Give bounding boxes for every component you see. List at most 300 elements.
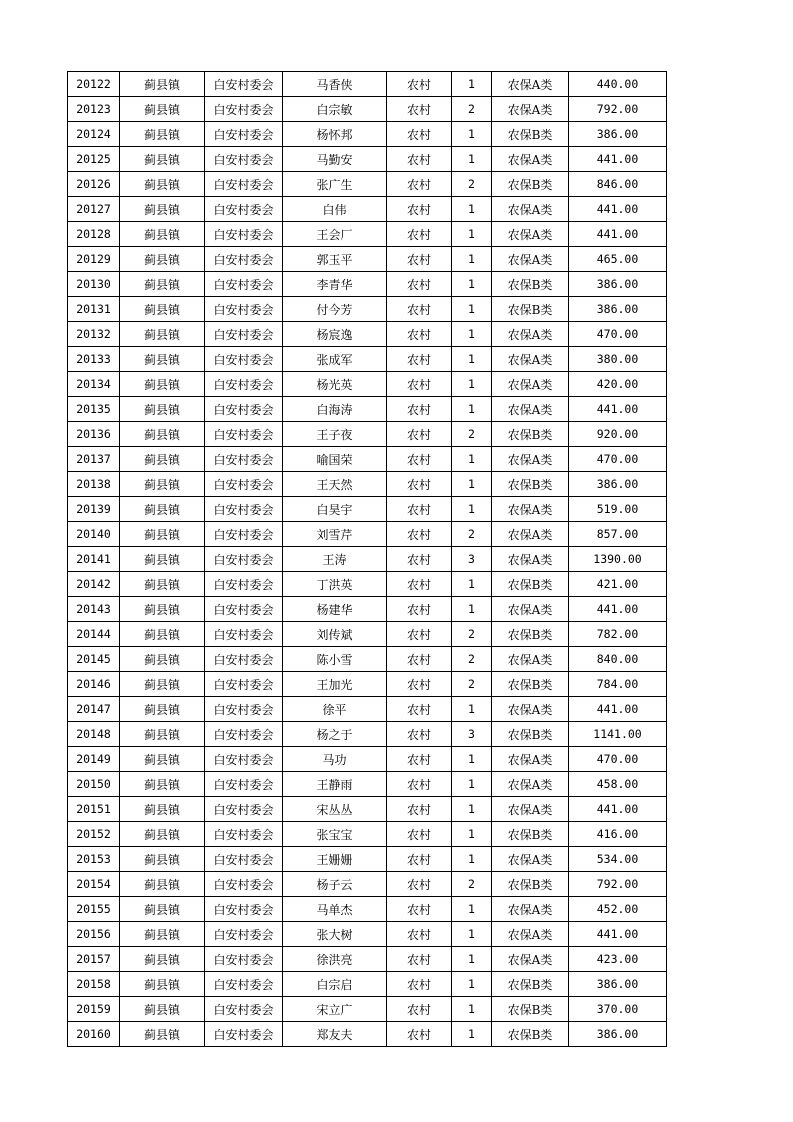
table-row [68, 797, 667, 822]
household-size-cell: 1 [452, 497, 492, 522]
town-cell: 蓟县镇 [120, 222, 205, 247]
insurance-category-cell: 农保A类 [492, 647, 569, 672]
household-size-cell: 1 [452, 472, 492, 497]
village-committee-cell: 白安村委会 [205, 247, 283, 272]
table-row [68, 722, 667, 747]
insurance-category-cell: 农保B类 [492, 672, 569, 697]
village-committee-cell: 白安村委会 [205, 447, 283, 472]
area-type-cell: 农村 [387, 222, 452, 247]
name-cell: 张广生 [283, 172, 387, 197]
name-cell: 张成军 [283, 347, 387, 372]
record-id-cell: 20138 [68, 472, 120, 497]
village-committee-cell: 白安村委会 [205, 572, 283, 597]
town-cell: 蓟县镇 [120, 847, 205, 872]
amount-cell: 846.00 [569, 172, 667, 197]
insurance-category-cell: 农保A类 [492, 597, 569, 622]
amount-cell: 386.00 [569, 272, 667, 297]
amount-cell: 386.00 [569, 122, 667, 147]
amount-cell: 784.00 [569, 672, 667, 697]
table-row [68, 347, 667, 372]
table-row [68, 972, 667, 997]
household-size-cell: 1 [452, 922, 492, 947]
amount-cell: 840.00 [569, 647, 667, 672]
area-type-cell: 农村 [387, 472, 452, 497]
area-type-cell: 农村 [387, 622, 452, 647]
village-committee-cell: 白安村委会 [205, 622, 283, 647]
household-size-cell: 1 [452, 197, 492, 222]
area-type-cell: 农村 [387, 372, 452, 397]
record-id-cell: 20150 [68, 772, 120, 797]
name-cell: 杨怀邦 [283, 122, 387, 147]
table-row [68, 772, 667, 797]
household-size-cell: 1 [452, 397, 492, 422]
name-cell: 杨宸逸 [283, 322, 387, 347]
name-cell: 白宗启 [283, 972, 387, 997]
town-cell: 蓟县镇 [120, 247, 205, 272]
area-type-cell: 农村 [387, 647, 452, 672]
record-id-cell: 20128 [68, 222, 120, 247]
record-id-cell: 20151 [68, 797, 120, 822]
table-row [68, 372, 667, 397]
name-cell: 宋丛丛 [283, 797, 387, 822]
amount-cell: 534.00 [569, 847, 667, 872]
town-cell: 蓟县镇 [120, 422, 205, 447]
village-committee-cell: 白安村委会 [205, 397, 283, 422]
record-id-cell: 20154 [68, 872, 120, 897]
household-size-cell: 2 [452, 872, 492, 897]
name-cell: 王子夜 [283, 422, 387, 447]
town-cell: 蓟县镇 [120, 72, 205, 97]
household-size-cell: 1 [452, 122, 492, 147]
town-cell: 蓟县镇 [120, 147, 205, 172]
village-committee-cell: 白安村委会 [205, 547, 283, 572]
record-id-cell: 20127 [68, 197, 120, 222]
household-size-cell: 2 [452, 97, 492, 122]
household-size-cell: 1 [452, 72, 492, 97]
record-id-cell: 20148 [68, 722, 120, 747]
table-row [68, 447, 667, 472]
area-type-cell: 农村 [387, 722, 452, 747]
village-committee-cell: 白安村委会 [205, 522, 283, 547]
insurance-category-cell: 农保B类 [492, 572, 569, 597]
household-size-cell: 1 [452, 947, 492, 972]
area-type-cell: 农村 [387, 147, 452, 172]
amount-cell: 519.00 [569, 497, 667, 522]
name-cell: 王天然 [283, 472, 387, 497]
record-id-cell: 20153 [68, 847, 120, 872]
household-size-cell: 1 [452, 322, 492, 347]
amount-cell: 857.00 [569, 522, 667, 547]
record-id-cell: 20146 [68, 672, 120, 697]
name-cell: 王涛 [283, 547, 387, 572]
table-row [68, 547, 667, 572]
amount-cell: 440.00 [569, 72, 667, 97]
record-id-cell: 20123 [68, 97, 120, 122]
village-committee-cell: 白安村委会 [205, 297, 283, 322]
village-committee-cell: 白安村委会 [205, 422, 283, 447]
village-committee-cell: 白安村委会 [205, 147, 283, 172]
table-row [68, 697, 667, 722]
record-id-cell: 20133 [68, 347, 120, 372]
insurance-category-cell: 农保A类 [492, 247, 569, 272]
village-committee-cell: 白安村委会 [205, 322, 283, 347]
village-committee-cell: 白安村委会 [205, 772, 283, 797]
insurance-category-cell: 农保A类 [492, 347, 569, 372]
amount-cell: 470.00 [569, 322, 667, 347]
area-type-cell: 农村 [387, 772, 452, 797]
village-committee-cell: 白安村委会 [205, 822, 283, 847]
amount-cell: 1141.00 [569, 722, 667, 747]
household-size-cell: 1 [452, 847, 492, 872]
record-id-cell: 20147 [68, 697, 120, 722]
name-cell: 徐平 [283, 697, 387, 722]
name-cell: 郭玉平 [283, 247, 387, 272]
household-size-cell: 2 [452, 172, 492, 197]
table-row [68, 872, 667, 897]
insurance-category-cell: 农保A类 [492, 72, 569, 97]
village-committee-cell: 白安村委会 [205, 697, 283, 722]
insurance-category-cell: 农保B类 [492, 172, 569, 197]
household-size-cell: 1 [452, 1022, 492, 1047]
area-type-cell: 农村 [387, 72, 452, 97]
name-cell: 丁洪英 [283, 572, 387, 597]
village-committee-cell: 白安村委会 [205, 722, 283, 747]
village-committee-cell: 白安村委会 [205, 1022, 283, 1047]
household-size-cell: 2 [452, 672, 492, 697]
village-committee-cell: 白安村委会 [205, 897, 283, 922]
area-type-cell: 农村 [387, 297, 452, 322]
town-cell: 蓟县镇 [120, 497, 205, 522]
amount-cell: 370.00 [569, 997, 667, 1022]
amount-cell: 452.00 [569, 897, 667, 922]
record-id-cell: 20136 [68, 422, 120, 447]
record-id-cell: 20124 [68, 122, 120, 147]
insurance-category-cell: 农保B类 [492, 122, 569, 147]
name-cell: 白伟 [283, 197, 387, 222]
household-size-cell: 1 [452, 697, 492, 722]
village-committee-cell: 白安村委会 [205, 972, 283, 997]
area-type-cell: 农村 [387, 422, 452, 447]
village-committee-cell: 白安村委会 [205, 472, 283, 497]
village-committee-cell: 白安村委会 [205, 997, 283, 1022]
amount-cell: 380.00 [569, 347, 667, 372]
records-table [67, 71, 667, 1047]
table-row [68, 422, 667, 447]
village-committee-cell: 白安村委会 [205, 797, 283, 822]
insurance-category-cell: 农保B类 [492, 1022, 569, 1047]
table-row [68, 622, 667, 647]
household-size-cell: 1 [452, 897, 492, 922]
amount-cell: 792.00 [569, 872, 667, 897]
town-cell: 蓟县镇 [120, 472, 205, 497]
insurance-category-cell: 农保A类 [492, 147, 569, 172]
household-size-cell: 3 [452, 722, 492, 747]
village-committee-cell: 白安村委会 [205, 122, 283, 147]
insurance-category-cell: 农保B类 [492, 297, 569, 322]
amount-cell: 386.00 [569, 1022, 667, 1047]
table-row [68, 497, 667, 522]
record-id-cell: 20139 [68, 497, 120, 522]
town-cell: 蓟县镇 [120, 972, 205, 997]
household-size-cell: 1 [452, 222, 492, 247]
amount-cell: 441.00 [569, 147, 667, 172]
town-cell: 蓟县镇 [120, 797, 205, 822]
amount-cell: 386.00 [569, 972, 667, 997]
area-type-cell: 农村 [387, 397, 452, 422]
household-size-cell: 1 [452, 372, 492, 397]
town-cell: 蓟县镇 [120, 622, 205, 647]
household-size-cell: 1 [452, 972, 492, 997]
insurance-category-cell: 农保B类 [492, 272, 569, 297]
area-type-cell: 农村 [387, 497, 452, 522]
area-type-cell: 农村 [387, 922, 452, 947]
name-cell: 杨建华 [283, 597, 387, 622]
town-cell: 蓟县镇 [120, 822, 205, 847]
amount-cell: 420.00 [569, 372, 667, 397]
amount-cell: 423.00 [569, 947, 667, 972]
table-row [68, 897, 667, 922]
record-id-cell: 20144 [68, 622, 120, 647]
amount-cell: 782.00 [569, 622, 667, 647]
insurance-category-cell: 农保A类 [492, 772, 569, 797]
name-cell: 陈小雪 [283, 647, 387, 672]
area-type-cell: 农村 [387, 897, 452, 922]
name-cell: 杨之于 [283, 722, 387, 747]
insurance-category-cell: 农保B类 [492, 997, 569, 1022]
town-cell: 蓟县镇 [120, 772, 205, 797]
insurance-category-cell: 农保A类 [492, 397, 569, 422]
area-type-cell: 农村 [387, 572, 452, 597]
village-committee-cell: 白安村委会 [205, 222, 283, 247]
record-id-cell: 20152 [68, 822, 120, 847]
name-cell: 王姗姗 [283, 847, 387, 872]
record-id-cell: 20159 [68, 997, 120, 1022]
town-cell: 蓟县镇 [120, 872, 205, 897]
record-id-cell: 20132 [68, 322, 120, 347]
name-cell: 白昊宇 [283, 497, 387, 522]
record-id-cell: 20158 [68, 972, 120, 997]
table-row [68, 747, 667, 772]
insurance-category-cell: 农保B类 [492, 872, 569, 897]
village-committee-cell: 白安村委会 [205, 72, 283, 97]
area-type-cell: 农村 [387, 447, 452, 472]
town-cell: 蓟县镇 [120, 647, 205, 672]
table-row [68, 397, 667, 422]
table-row [68, 947, 667, 972]
record-id-cell: 20145 [68, 647, 120, 672]
table-row [68, 672, 667, 697]
records-table-body [68, 72, 667, 1047]
village-committee-cell: 白安村委会 [205, 97, 283, 122]
household-size-cell: 1 [452, 297, 492, 322]
household-size-cell: 1 [452, 447, 492, 472]
record-id-cell: 20134 [68, 372, 120, 397]
village-committee-cell: 白安村委会 [205, 272, 283, 297]
town-cell: 蓟县镇 [120, 97, 205, 122]
table-row [68, 222, 667, 247]
household-size-cell: 1 [452, 747, 492, 772]
town-cell: 蓟县镇 [120, 347, 205, 372]
insurance-category-cell: 农保A类 [492, 447, 569, 472]
town-cell: 蓟县镇 [120, 322, 205, 347]
name-cell: 马单杰 [283, 897, 387, 922]
area-type-cell: 农村 [387, 522, 452, 547]
insurance-category-cell: 农保A类 [492, 547, 569, 572]
area-type-cell: 农村 [387, 347, 452, 372]
insurance-category-cell: 农保B类 [492, 972, 569, 997]
town-cell: 蓟县镇 [120, 947, 205, 972]
village-committee-cell: 白安村委会 [205, 647, 283, 672]
record-id-cell: 20157 [68, 947, 120, 972]
table-row [68, 72, 667, 97]
village-committee-cell: 白安村委会 [205, 872, 283, 897]
town-cell: 蓟县镇 [120, 572, 205, 597]
table-row [68, 597, 667, 622]
record-id-cell: 20130 [68, 272, 120, 297]
table-row [68, 197, 667, 222]
name-cell: 张宝宝 [283, 822, 387, 847]
town-cell: 蓟县镇 [120, 272, 205, 297]
name-cell: 王静雨 [283, 772, 387, 797]
amount-cell: 386.00 [569, 297, 667, 322]
area-type-cell: 农村 [387, 672, 452, 697]
amount-cell: 416.00 [569, 822, 667, 847]
amount-cell: 441.00 [569, 222, 667, 247]
town-cell: 蓟县镇 [120, 747, 205, 772]
household-size-cell: 1 [452, 247, 492, 272]
name-cell: 郑友夫 [283, 1022, 387, 1047]
village-committee-cell: 白安村委会 [205, 347, 283, 372]
area-type-cell: 农村 [387, 547, 452, 572]
record-id-cell: 20142 [68, 572, 120, 597]
record-id-cell: 20131 [68, 297, 120, 322]
area-type-cell: 农村 [387, 747, 452, 772]
household-size-cell: 1 [452, 797, 492, 822]
area-type-cell: 农村 [387, 197, 452, 222]
household-size-cell: 1 [452, 597, 492, 622]
town-cell: 蓟县镇 [120, 447, 205, 472]
village-committee-cell: 白安村委会 [205, 847, 283, 872]
name-cell: 杨子云 [283, 872, 387, 897]
amount-cell: 441.00 [569, 597, 667, 622]
village-committee-cell: 白安村委会 [205, 747, 283, 772]
household-size-cell: 1 [452, 347, 492, 372]
record-id-cell: 20125 [68, 147, 120, 172]
town-cell: 蓟县镇 [120, 722, 205, 747]
insurance-category-cell: 农保A类 [492, 222, 569, 247]
insurance-category-cell: 农保B类 [492, 822, 569, 847]
name-cell: 白宗敏 [283, 97, 387, 122]
name-cell: 付今芳 [283, 297, 387, 322]
amount-cell: 1390.00 [569, 547, 667, 572]
household-size-cell: 2 [452, 622, 492, 647]
insurance-category-cell: 农保B类 [492, 422, 569, 447]
record-id-cell: 20137 [68, 447, 120, 472]
table-row [68, 297, 667, 322]
area-type-cell: 农村 [387, 997, 452, 1022]
amount-cell: 386.00 [569, 472, 667, 497]
record-id-cell: 20143 [68, 597, 120, 622]
insurance-category-cell: 农保A类 [492, 897, 569, 922]
name-cell: 王加光 [283, 672, 387, 697]
name-cell: 白海涛 [283, 397, 387, 422]
insurance-category-cell: 农保A类 [492, 747, 569, 772]
record-id-cell: 20122 [68, 72, 120, 97]
insurance-category-cell: 农保A类 [492, 947, 569, 972]
village-committee-cell: 白安村委会 [205, 172, 283, 197]
town-cell: 蓟县镇 [120, 697, 205, 722]
town-cell: 蓟县镇 [120, 172, 205, 197]
name-cell: 喻国荣 [283, 447, 387, 472]
household-size-cell: 3 [452, 547, 492, 572]
area-type-cell: 农村 [387, 172, 452, 197]
record-id-cell: 20140 [68, 522, 120, 547]
table-row [68, 247, 667, 272]
insurance-category-cell: 农保A类 [492, 497, 569, 522]
name-cell: 刘雪芹 [283, 522, 387, 547]
table-row [68, 572, 667, 597]
record-id-cell: 20141 [68, 547, 120, 572]
village-committee-cell: 白安村委会 [205, 497, 283, 522]
town-cell: 蓟县镇 [120, 547, 205, 572]
area-type-cell: 农村 [387, 972, 452, 997]
insurance-category-cell: 农保B类 [492, 472, 569, 497]
amount-cell: 441.00 [569, 922, 667, 947]
name-cell: 宋立广 [283, 997, 387, 1022]
record-id-cell: 20156 [68, 922, 120, 947]
name-cell: 刘传斌 [283, 622, 387, 647]
town-cell: 蓟县镇 [120, 922, 205, 947]
insurance-category-cell: 农保B类 [492, 622, 569, 647]
insurance-category-cell: 农保A类 [492, 922, 569, 947]
insurance-category-cell: 农保A类 [492, 322, 569, 347]
record-id-cell: 20129 [68, 247, 120, 272]
record-id-cell: 20135 [68, 397, 120, 422]
amount-cell: 458.00 [569, 772, 667, 797]
table-row [68, 172, 667, 197]
name-cell: 王会厂 [283, 222, 387, 247]
town-cell: 蓟县镇 [120, 672, 205, 697]
record-id-cell: 20160 [68, 1022, 120, 1047]
insurance-category-cell: 农保A类 [492, 697, 569, 722]
amount-cell: 421.00 [569, 572, 667, 597]
table-row [68, 997, 667, 1022]
amount-cell: 441.00 [569, 397, 667, 422]
name-cell: 马功 [283, 747, 387, 772]
area-type-cell: 农村 [387, 822, 452, 847]
name-cell: 李青华 [283, 272, 387, 297]
village-committee-cell: 白安村委会 [205, 947, 283, 972]
insurance-category-cell: 农保A类 [492, 797, 569, 822]
household-size-cell: 2 [452, 647, 492, 672]
area-type-cell: 农村 [387, 272, 452, 297]
town-cell: 蓟县镇 [120, 397, 205, 422]
table-row [68, 272, 667, 297]
amount-cell: 465.00 [569, 247, 667, 272]
table-row [68, 647, 667, 672]
area-type-cell: 农村 [387, 247, 452, 272]
household-size-cell: 1 [452, 997, 492, 1022]
town-cell: 蓟县镇 [120, 372, 205, 397]
area-type-cell: 农村 [387, 847, 452, 872]
town-cell: 蓟县镇 [120, 897, 205, 922]
village-committee-cell: 白安村委会 [205, 197, 283, 222]
amount-cell: 470.00 [569, 747, 667, 772]
table-row [68, 97, 667, 122]
village-committee-cell: 白安村委会 [205, 672, 283, 697]
area-type-cell: 农村 [387, 1022, 452, 1047]
record-id-cell: 20126 [68, 172, 120, 197]
